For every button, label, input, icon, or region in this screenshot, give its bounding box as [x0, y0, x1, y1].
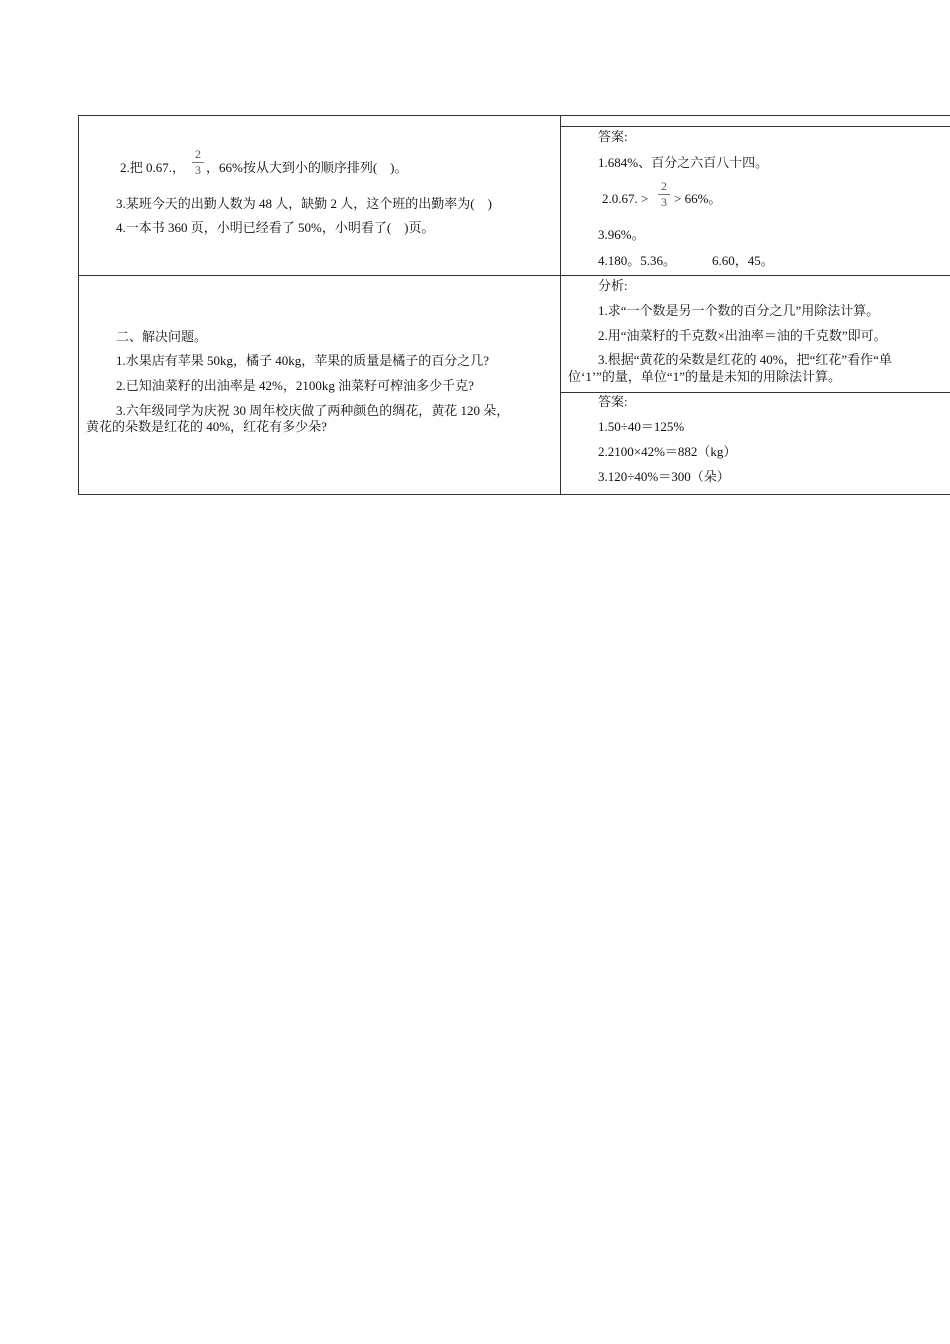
problem-1: 1.水果店有苹果 50kg，橘子 40kg，苹果的质量是橘子的百分之几? [116, 353, 490, 368]
answer-1: 1.684%、百分之六百八十四。 [598, 155, 769, 170]
analysis-1: 1.求“一个数是另一个数的百分之几”用除法计算。 [598, 303, 880, 318]
section-2-title: 二、解决问题。 [116, 329, 208, 344]
fraction-numerator: 2 [661, 179, 667, 193]
analysis-label: 分析: [598, 278, 628, 293]
answer-2-prefix: 2.0.67. > [602, 191, 649, 206]
answer-3: 3.96%。 [598, 227, 645, 242]
fraction-numerator: 2 [195, 147, 201, 161]
problem-3-line-1: 3.六年级同学为庆祝 30 周年校庆做了两种颜色的绸花，黄花 120 朵， [116, 403, 510, 418]
answer-2-fraction [658, 180, 670, 209]
analysis-3-line-2: 位‘1’”的量，单位“1”的量是未知的用除法计算。 [568, 369, 841, 384]
question-4: 4.一本书 360 页，小明已经看了 50%，小明看了( )页。 [116, 220, 435, 235]
analysis-3-line-1: 3.根据“黄花的朵数是红花的 40%，把“红花”看作“单 [598, 352, 892, 367]
table-top-border [78, 115, 950, 116]
table-answer-header-rule [560, 126, 950, 127]
answer-label-2: 答案: [598, 394, 628, 409]
table-column-divider [560, 115, 561, 495]
table-middle-border [78, 275, 950, 276]
solution-1: 1.50÷40＝125% [598, 419, 685, 434]
fraction-denominator: 3 [661, 195, 667, 209]
answer-label-1: 答案: [598, 129, 628, 144]
answer-4-5: 4.180。5.36。 [598, 253, 677, 268]
question-2-fraction [192, 148, 204, 177]
solution-2: 2.2100×42%＝882（kg） [598, 444, 737, 459]
answer-2-suffix: > 66%。 [674, 191, 722, 206]
answer-6: 6.60，45。 [712, 253, 774, 268]
table-left-border [78, 115, 79, 495]
table-analysis-answer-rule [560, 392, 950, 393]
question-2-suffix: ，66%按从大到小的顺序排列( )。 [206, 160, 408, 175]
problem-3-line-2: 黄花的朵数是红花的 40%，红花有多少朵? [86, 419, 327, 434]
question-3: 3.某班今天的出勤人数为 48 人，缺勤 2 人，这个班的出勤率为( ) [116, 196, 492, 211]
analysis-2: 2.用“油菜籽的千克数×出油率＝油的千克数”即可。 [598, 328, 887, 343]
fraction-denominator: 3 [195, 163, 201, 177]
qa-table [78, 115, 950, 495]
table-bottom-border [78, 494, 950, 495]
solution-3: 3.120÷40%＝300（朵） [598, 469, 730, 484]
question-2-prefix: 2.把 0.67.， [120, 160, 186, 175]
problem-2: 2.已知油菜籽的出油率是 42%，2100kg 油菜籽可榨油多少千克? [116, 378, 474, 393]
